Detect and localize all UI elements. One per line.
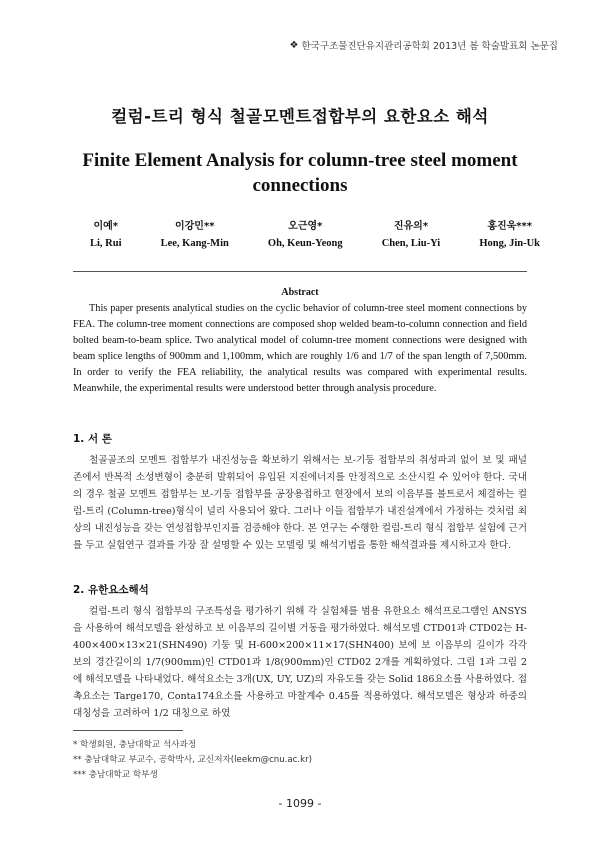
- author: [90, 218, 122, 252]
- author-name-ko: 진유의*: [393, 221, 429, 232]
- author-name-en: Chen, Liu-Yi: [381, 238, 441, 249]
- introduction-paragraph: 철골골조의 모멘트 접합부가 내진성능을 확보하기 위해서는 보-기둥 접합부의 취성파괴 없이 보 및 패널존에서 반복적 소성변형이 충분히 발휘되어 유입된 지진에너지를 안정적으로 소산시킬 수 있어야 한다. 국내의 경우 철골 모멘트 접합부는 보-기둥 접합부를 공장용접하고 현장에서 보의 이음부를 볼트로서 체결하는 컬럼-트리 (Column-tree)형식이 널리 사용되어 왔다. 그러나 이들 접합부가 내진설계에서 가정하는 것처럼 최상의 내진성능을 갖는 연성접합부인지를 검증해야 한다. 본 연구는 수행한 컬럼-트리 형식 접합부 실험에 근거를 두고 실험연구 결과를 가장 잘 설명할 수 있는 모델링 및 해석기법을 통한 해석결과를 제시하고자 한다.: [73, 455, 527, 551]
- author-name-ko: 홍진욱***: [487, 221, 532, 232]
- title-korean: 컬럼-트리 형식 철골모멘트접합부의 요한요소 해석: [111, 107, 489, 126]
- author-list: [90, 218, 540, 252]
- bullet-icon: ❖: [289, 39, 299, 51]
- abstract-heading: Abstract: [281, 287, 319, 298]
- author-name-en: Lee, Kang-Min: [160, 238, 229, 249]
- running-header: [290, 38, 558, 52]
- page-number: - 1099 -: [278, 797, 322, 810]
- author-name-ko: 오근영*: [288, 221, 323, 232]
- footnote: * 학생회원, 충남대학교 석사과정: [73, 740, 197, 750]
- author-name-en: Li, Rui: [90, 238, 122, 249]
- header-text: 한국구조물진단유지관리공학회 2013년 봄 학술발표회 논문집: [301, 41, 558, 52]
- section-heading-introduction: 1. 서 론: [73, 433, 112, 445]
- footnotes: [73, 738, 312, 783]
- footnote-divider: [73, 730, 183, 731]
- abstract-text: This paper presents analytical studies on the cyclic behavior of column-tree steel moment connections by FEA. The column-tree moment connections are composed shop welded beam-to-column connection and field bolted beam-to-beam splice. Two analytical model of column-tree moment connections were designed with beam splice lengths of 900mm and 1,100mm, which are roughly 1/6 and 1/7 of the span length of 7,500mm. In order to verify the FEA reliability, the analytical results was compared with experimental results. Meanwhile, the experimental results were understood better through analysis procedure.: [73, 303, 527, 394]
- author: [479, 218, 540, 252]
- author: [382, 218, 441, 252]
- fea-paragraph: 컬럼-트리 형식 접합부의 구조특성을 평가하기 위해 각 실험체를 범용 유한요소 해석프로그램인 ANSYS을 사용하여 해석모델을 완성하고 보 이음부의 길이별 거동을 평가하였다. 해석모델 CTD01과 CTD02는 H-400×400×13×21(SHN490) 기둥 및 H-600×200×11×17(SHN400) 보에 보 이음부의 길이가 각각 보의 경간길이의 1/7(900mm)인 CTD01과 1/8(900mm)인 CTD02 2개를 계획하였다. 그림 1과 그림 2에 해석모델을 나타내었다. 해석요소는 3개(UX, UY, UZ)의 자유도를 갖는 Solid 186요소를 사용하였다. 접촉요소는 Targe170, Conta174요소를 사용하고 마찰계수 0.45를 적용하였다. 해석모델은 형상과 하중의 대칭성을 고려하여 1/2 대칭으로 하였: [73, 606, 527, 719]
- footnote: ** 충남대학교 부교수, 공학박사, 교신저자(leekm@cnu.ac.kr): [73, 755, 313, 765]
- author-name-ko: 이예*: [93, 221, 119, 232]
- footnote: *** 충남대학교 학부생: [73, 770, 158, 780]
- author-name-en: Hong, Jin-Uk: [479, 238, 540, 249]
- author-name-ko: 이강민**: [174, 221, 215, 232]
- divider-line: [73, 271, 527, 272]
- section-heading-fea: 2. 유한요소해석: [73, 584, 149, 596]
- title-english: Finite Element Analysis for column-tree steel moment connections: [82, 150, 518, 196]
- author-name-en: Oh, Keun-Yeong: [267, 238, 343, 249]
- author: [268, 218, 343, 252]
- author: [161, 218, 229, 252]
